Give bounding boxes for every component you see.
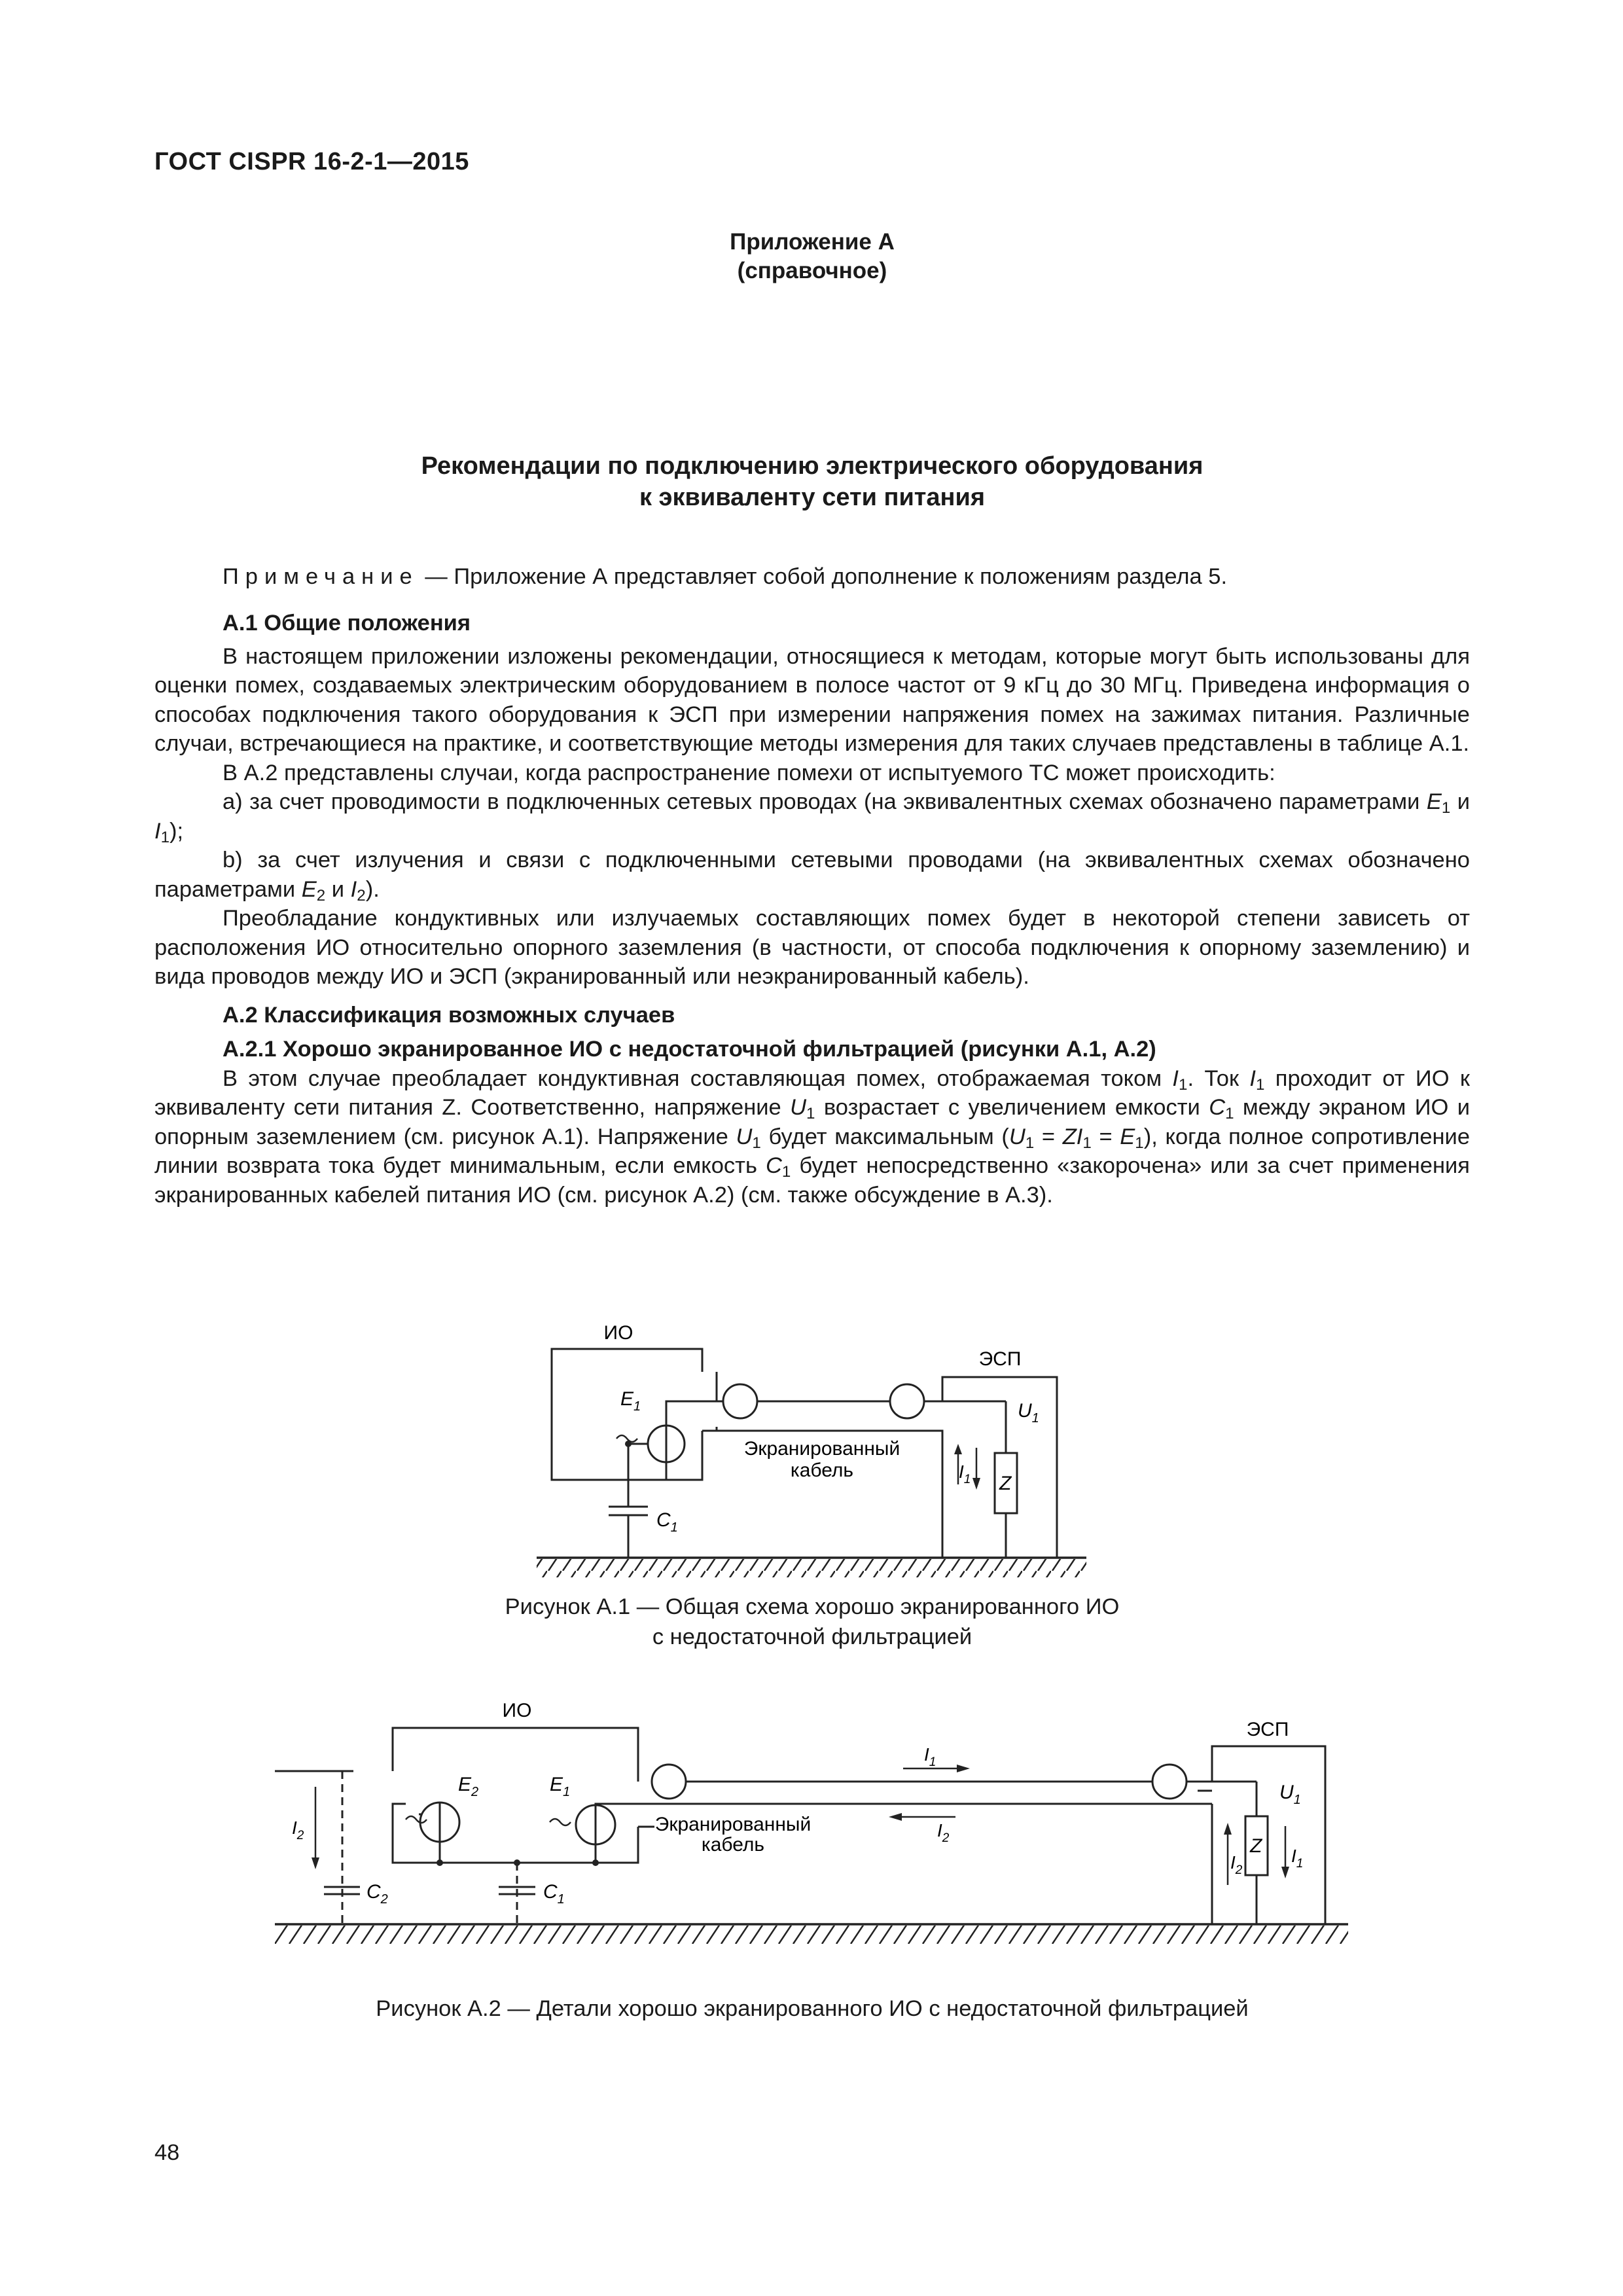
fig2-io-label: ИО	[502, 1700, 532, 1721]
ferrite-ring-icon	[1152, 1765, 1186, 1799]
fig2-i1-cable-label: $I_1$	[924, 1744, 936, 1769]
note-label: Примечание	[223, 564, 419, 589]
fig1-cable-line2: кабель	[790, 1460, 854, 1481]
main-title	[154, 450, 1470, 513]
section-heading-a2: А.2 Классификация возможных случаев	[223, 1002, 675, 1028]
section-heading-a21: А.2.1 Хорошо экранированное ИО с недостаточной фильтрацией (рисунки А.1, А.2)	[223, 1037, 1156, 1062]
fig1-u1-label: $U_1$	[1018, 1400, 1039, 1426]
fig2-esp-label: ЭСП	[1246, 1719, 1289, 1740]
figure-a1-caption: Рисунок А.1 — Общая схема хорошо экранированного ИО с недостаточной фильтрацией	[505, 1594, 1120, 1649]
paragraph-a1-2: В А.2 представлены случаи, когда распространение помехи от испытуемого ТС может происходить:	[223, 760, 1275, 785]
arrow-down-icon	[312, 1857, 319, 1869]
body-text	[154, 609, 1470, 1210]
fig1-cable-line1: Экранированный	[743, 1438, 901, 1460]
paragraph-a1-3: Преобладание кондуктивных или излучаемых составляющих помех будет в некоторой степени зависеть от расположения ИО относительно опорного заземления (в частности, от способа подключения к опорному заземлению) и вида проводов между ИО и ЭСП (экранированный или неэкранированный кабель).	[154, 906, 1470, 989]
fig2-c2-label: $C_2$	[366, 1881, 388, 1907]
note	[223, 564, 1227, 590]
annex-title-line2: (справочное)	[737, 258, 887, 283]
page-number: 48	[154, 2140, 180, 2165]
fig1-c1-label: $C_1$	[656, 1509, 678, 1535]
document-code: ГОСТ CISPR 16-2-1—2015	[154, 148, 469, 175]
fig1-e1-label: $E_1$	[620, 1388, 641, 1414]
arrow-up-icon	[954, 1444, 962, 1454]
ferrite-ring-icon	[890, 1384, 924, 1418]
arrow-down-icon	[972, 1478, 980, 1490]
arrow-right-icon	[957, 1765, 970, 1772]
figure-a1-diagram	[0, 1302, 1623, 1597]
ground-hatch	[275, 1926, 1348, 1944]
fig2-cable-line1: Экранированный	[654, 1814, 812, 1835]
fig1-z-label: Z	[999, 1473, 1012, 1494]
fig1-io-label: ИО	[603, 1322, 633, 1344]
fig2-u1-label: $U_1$	[1279, 1782, 1301, 1807]
fig2-i2-esp-label: $I_2$	[1230, 1852, 1243, 1877]
fig2-i2-cable-label: $I_2$	[937, 1820, 950, 1845]
section-heading-a1: А.1 Общие положения	[223, 611, 471, 636]
main-title-line1: Рекомендации по подключению электрического оборудования	[421, 452, 1204, 480]
arrow-down-icon	[1281, 1867, 1289, 1878]
main-title-line2: к эквиваленту сети питания	[639, 484, 986, 511]
fig1-esp-label: ЭСП	[978, 1348, 1022, 1370]
arrow-left-icon	[889, 1813, 902, 1821]
ac-symbol-icon	[550, 1819, 571, 1825]
ground-hatch	[537, 1559, 1086, 1577]
annex-title	[154, 228, 1470, 285]
fig2-i1-esp-label: $I_1$	[1291, 1846, 1304, 1871]
arrow-up-icon	[1224, 1823, 1232, 1835]
paragraph-a1-1: В настоящем приложении изложены рекомендации, относящиеся к методам, которые могут быть использованы для оценки помех, создаваемых электрическим оборудованием в полосе частот от 9 кГц до 30 МГц. Приведена информация о способах подключения такого оборудования к ЭСП при измерении напряжения помех на зажимах питания. Различные случаи, встречающиеся на практике, и соответствующие методы измерения для таких случаев представлены в таблице А.1.	[154, 643, 1470, 756]
fig1-i1-label: $I_1$	[959, 1462, 971, 1486]
fig2-e2-label: $E_2$	[458, 1774, 479, 1799]
ferrite-ring-icon	[723, 1384, 757, 1418]
io-enclosure	[552, 1349, 702, 1480]
figure-a2-diagram	[0, 1682, 1623, 1990]
fig2-z-label: Z	[1250, 1835, 1262, 1857]
fig2-i2-left-label: $I_2$	[292, 1818, 304, 1842]
fig2-e1-label: $E_1$	[550, 1774, 571, 1799]
paragraph-a21: В этом случае преобладает кондуктивная составляющая помех, отображаемая током $I_1$. Ток $I_1$ проходит от ИО к эквиваленту сети питания Z. Соответственно, напряжение $U_1$ возрастает с увеличением емкости $C_1$ между экраном ИО и опорным заземлением (см. рисунок А.1). Напряжение $U_1$ будет максимальным $(U_1 = ZI_1 = E_1)$, когда полное сопротивление линии возврата тока будет минимальным, если емкость $C_1$ будет непосредственно «закорочена» или за счет применения экранированных кабелей питания ИО (см. рисунок А.2) (см. также обсуждение в А.3).	[154, 1066, 1471, 1208]
figure-a2-caption: Рисунок А.2 — Детали хорошо экранированного ИО с недостаточной фильтрацией	[376, 1996, 1249, 2021]
list-item-a: а) за счет проводимости в подключенных сетевых проводах (на эквивалентных схемах обозначено параметрами $E_1$ и $I_1$);	[154, 789, 1470, 846]
note-text: — Приложение А представляет собой дополнение к положениям раздела 5.	[418, 564, 1228, 589]
list-item-b: b) за счет излучения и связи с подключенными сетевыми проводами (на эквивалентных схемах обозначено параметрами $E_2$ и $I_2$).	[154, 848, 1470, 905]
fig2-c1-label: $C_1$	[543, 1881, 565, 1907]
ferrite-ring-icon	[652, 1765, 686, 1799]
annex-title-line1: Приложение А	[730, 229, 895, 255]
fig2-cable-line2: кабель	[701, 1834, 765, 1856]
